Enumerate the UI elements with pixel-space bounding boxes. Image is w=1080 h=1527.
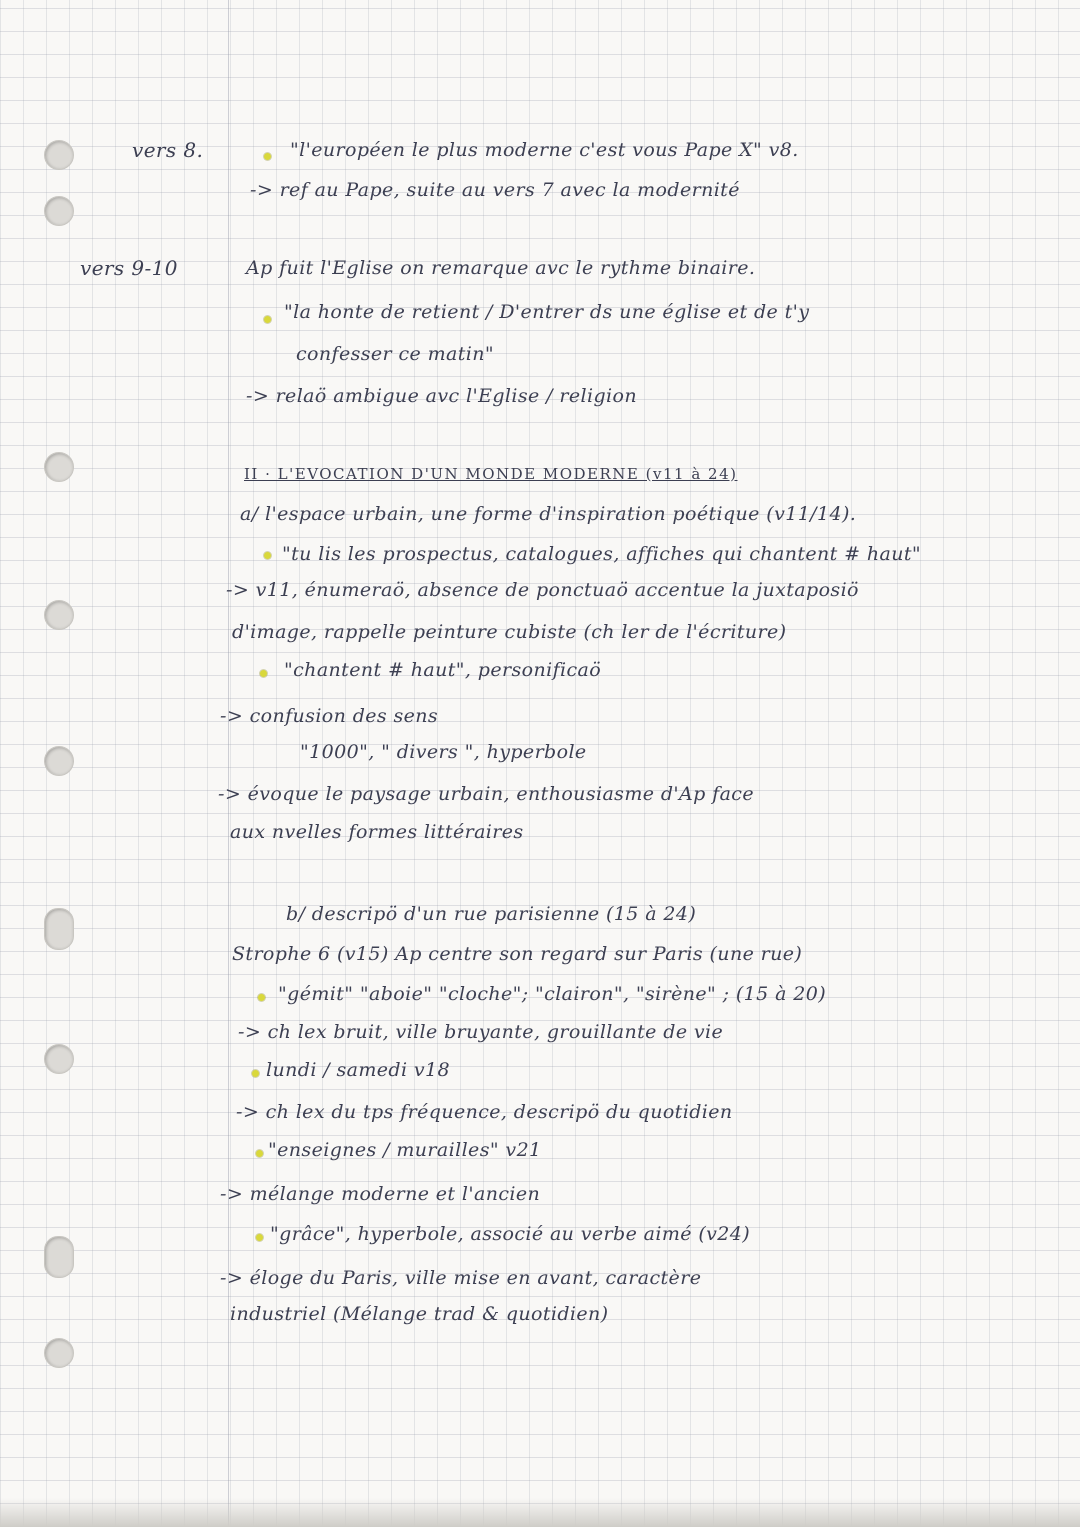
note-line: "1000", " divers ", hyperbole [300,741,587,763]
note-line: -> ch lex bruit, ville bruyante, grouillante de vie [238,1021,724,1043]
note-line: Strophe 6 (v15) Ap centre son regard sur Paris (une rue) [232,943,803,965]
note-line: -> v11, énumeraö, absence de ponctuaö accentue la juxtaposiö [226,579,859,601]
subsection-heading-b: b/ descripö d'un rue parisienne (15 à 24) [286,903,697,925]
highlight-bullet [252,1070,259,1077]
highlight-bullet [264,316,271,323]
binder-hole [44,452,74,482]
note-line: "gémit" "aboie" "cloche"; "clairon", "sirène" ; (15 à 20) [278,983,827,1005]
note-line: "chantent # haut", personificaö [284,659,602,681]
highlight-bullet [260,670,267,677]
highlight-bullet [256,1150,263,1157]
note-line: "la honte de retient / D'entrer ds une église et de t'y [284,301,810,323]
note-line: lundi / samedi v18 [266,1059,450,1081]
page-edge-shadow [0,1498,1080,1527]
binder-hole [44,140,74,170]
highlight-bullet [264,153,271,160]
binder-hole [44,1044,74,1074]
note-line: "tu lis les prospectus, catalogues, affiches qui chantent # haut" [282,543,922,565]
binder-hole [44,908,74,950]
note-line: Ap fuit l'Eglise on remarque avc le rythme binaire. [246,257,756,279]
highlight-bullet [256,1234,263,1241]
highlight-bullet [264,552,271,559]
section-heading: II · L'EVOCATION D'UN MONDE MODERNE (v11 à 24) [244,465,738,483]
binder-hole [44,1236,74,1278]
note-line: -> confusion des sens [220,705,439,727]
margin-label-vers-9-10: vers 9-10 [80,256,178,280]
note-line: -> évoque le paysage urbain, enthousiasme d'Ap face [218,783,754,805]
note-line: d'image, rappelle peinture cubiste (ch ler de l'écriture) [232,621,787,643]
note-line: -> éloge du Paris, ville mise en avant, caractère [220,1267,702,1289]
note-line: "l'européen le plus moderne c'est vous Pape X" v8. [290,139,799,161]
binder-hole [44,746,74,776]
note-line: -> relaö ambigue avc l'Eglise / religion [246,385,637,407]
note-line: industriel (Mélange trad & quotidien) [230,1303,609,1325]
binder-hole [44,600,74,630]
margin-label-vers-8: vers 8. [132,138,204,162]
binder-hole [44,196,74,226]
binder-hole [44,1338,74,1368]
note-line: confesser ce matin" [296,343,495,365]
margin-rule [228,0,229,1527]
note-line: -> mélange moderne et l'ancien [220,1183,541,1205]
note-line: -> ch lex du tps fréquence, descripö du quotidien [236,1101,733,1123]
note-line: -> ref au Pape, suite au vers 7 avec la modernité [250,179,740,201]
subsection-heading-a: a/ l'espace urbain, une forme d'inspiration poétique (v11/14). [240,503,857,525]
note-line: aux nvelles formes littéraires [230,821,524,843]
note-line: "enseignes / murailles" v21 [268,1139,542,1161]
highlight-bullet [258,994,265,1001]
note-line: "grâce", hyperbole, associé au verbe aimé (v24) [270,1223,751,1245]
